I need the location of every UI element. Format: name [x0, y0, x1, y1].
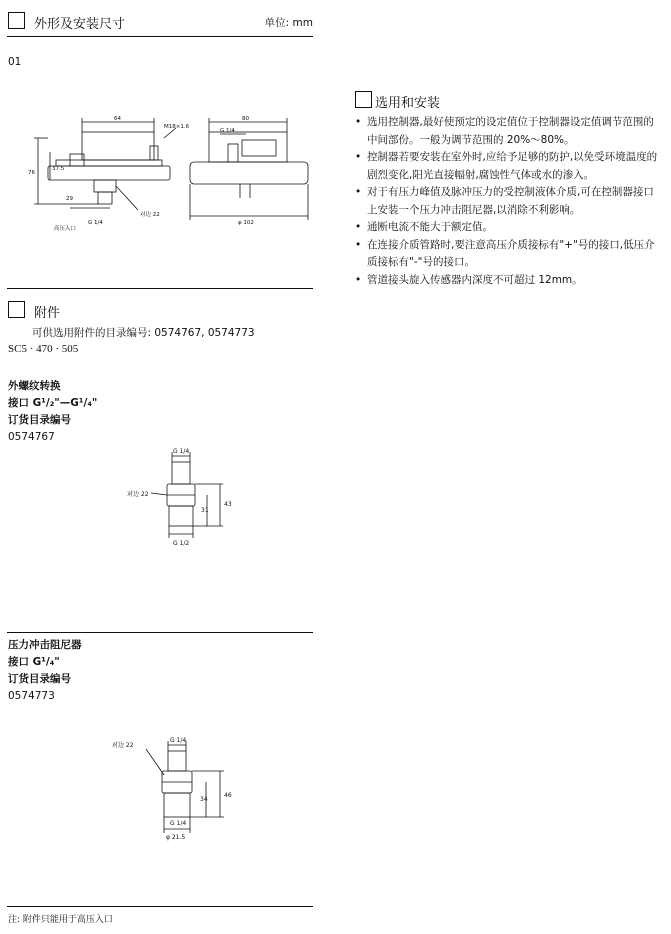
- acc2-dim-diameter: φ 21.5: [166, 834, 186, 841]
- footer-rule: [7, 906, 313, 907]
- dim-inner: 37.5: [52, 166, 65, 172]
- unit-label: 单位: mm: [264, 17, 313, 29]
- housing-flange-top: [56, 160, 162, 166]
- dim-height: 76: [28, 170, 35, 176]
- dim-side-port: G 1/4: [220, 128, 235, 134]
- list-item: • 管道接头旋入传感器内深度不可超过 12mm。: [355, 272, 660, 290]
- label-high-pressure: 高压入口: [54, 226, 77, 232]
- dim-side-diameter: φ 102: [238, 220, 254, 226]
- lower-thread: [169, 506, 193, 526]
- accessory1-order-no: 0574767: [8, 431, 55, 443]
- acc2-dim-flat: 对边 22: [112, 742, 134, 749]
- acc1-dim-43: 43: [224, 501, 232, 508]
- footnote: 注: 附件只能用于高压入口: [8, 915, 113, 925]
- section-checkbox-icon: [8, 301, 25, 318]
- accessories-title: 附件: [34, 306, 61, 321]
- accessory2-order-label: 订货目录编号: [8, 673, 71, 685]
- dim-port-size: G 1/4: [88, 220, 103, 226]
- acc1-dim-flat: 对边 22: [127, 491, 149, 498]
- drawing-number: 01: [8, 56, 22, 68]
- accessories-intro-line1: 可供选用附件的目录编号: 0574767, 0574773: [32, 327, 255, 339]
- acc2-dim-bottom: G 1/4: [170, 820, 187, 827]
- acc2-dim-46: 46: [224, 792, 232, 799]
- list-item: • 通断电流不能大于额定值。: [355, 219, 660, 237]
- accessory2-info: [8, 637, 82, 705]
- dim-thread: M18×1.6: [164, 124, 190, 130]
- side-port: [228, 144, 238, 162]
- hex-nut: [94, 180, 116, 192]
- dim-width-top: 64: [114, 116, 121, 122]
- bottom-port: [98, 192, 112, 204]
- acc1-dim-bottom: G 1/2: [173, 540, 190, 547]
- mid-rule: [7, 288, 313, 289]
- main-dimension-drawing: [14, 108, 314, 238]
- section-checkbox-icon: [355, 91, 372, 108]
- dim-side-width: 80: [242, 116, 249, 122]
- side-cover: [209, 132, 287, 162]
- list-item: • 控制器若要安装在室外时,应给予足够的防护,以免受环境温度的剧烈变化,阳光直接幅射,腐蚀性气体或水的渗入。: [355, 149, 660, 184]
- acc2-dim-34: 34: [200, 796, 208, 803]
- accessory1-drawing: [125, 448, 245, 558]
- installation-notes: [355, 114, 660, 289]
- list-item: • 在连接介质管路时,要注意高压介质接标有"+"号的接口,低压介质接标有"-"号的接口。: [355, 237, 660, 272]
- page-title: 外形及安装尺寸: [34, 17, 126, 32]
- installation-section: [355, 91, 660, 289]
- side-window: [242, 140, 276, 156]
- list-item: • 选用控制器,最好使预定的设定值位于控制器设定值调节范围的中间部份。一般为调节范围的 20%～80%。: [355, 114, 660, 149]
- header: [8, 12, 313, 32]
- acc1-dim-31: 31: [201, 507, 209, 514]
- accessory-rule: [7, 632, 313, 633]
- list-item: • 对于有压力峰值及脉冲压力的受控制液体介质,可在控制器接口上安装一个压力冲击阻尼器,以消除不利影响。: [355, 184, 660, 219]
- accessory1-port: 接口 G¹/₂"—G¹/₄": [8, 397, 98, 409]
- upper-thread: [172, 462, 190, 484]
- dim-flat: 对边 22: [140, 212, 160, 218]
- accessory2-port: 接口 G¹/₄": [8, 656, 60, 668]
- accessory2-name: 压力冲击阻尼器: [8, 639, 82, 651]
- section-checkbox-icon: [8, 12, 25, 29]
- housing-cover: [82, 132, 154, 160]
- acc1-dim-top: G 1/4: [173, 448, 190, 455]
- accessories-section: [8, 301, 313, 355]
- dim-port: 29: [66, 196, 73, 202]
- acc2-dim-top: G 1/4: [170, 737, 187, 744]
- side-base: [190, 162, 308, 184]
- lower-body: [164, 793, 190, 817]
- header-rule: [7, 36, 313, 37]
- housing-base: [48, 166, 170, 180]
- accessory1-name: 外螺纹转换: [8, 380, 61, 392]
- accessory1-order-label: 订货目录编号: [8, 414, 71, 426]
- accessory2-drawing: [108, 735, 248, 845]
- upper-thread: [168, 751, 186, 771]
- accessory1-info: [8, 378, 97, 446]
- accessory2-order-no: 0574773: [8, 690, 55, 702]
- installation-title: 选用和安装: [375, 96, 441, 111]
- accessories-intro-line2: SC5 · 470 · 505: [8, 343, 79, 355]
